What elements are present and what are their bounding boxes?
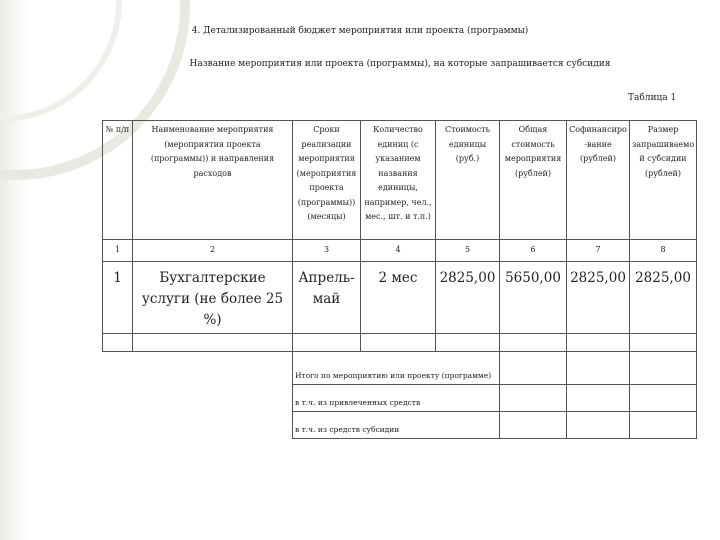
header-quantity: Количество единиц (с указанием названия единицы, например, чел., мес., шт. и т.п.)	[361, 121, 436, 240]
raised-funds-label: в т.ч. из привлеченных средств	[293, 385, 500, 412]
column-number: 3	[293, 240, 361, 262]
row-name: Бухгалтерские услуги (не более 25 %)	[133, 262, 293, 334]
subsidy-funds-label: в т.ч. из средств субсидии	[293, 412, 500, 439]
document-heading: 4. Детализированный бюджет мероприятия или проекта (программы)	[191, 26, 529, 36]
document-subheading: Название мероприятия или проекта (программы), на которые запрашивается субсидия	[189, 59, 611, 69]
column-number-row	[103, 240, 697, 262]
empty-row	[103, 334, 697, 352]
column-number: 4	[361, 240, 436, 262]
decorative-band	[0, 0, 30, 540]
header-total: Общая стоимость мероприятия (рублей)	[500, 121, 567, 240]
row-subsidy: 2825,00	[630, 262, 697, 334]
column-number: 7	[567, 240, 630, 262]
column-number: 6	[500, 240, 567, 262]
column-number: 1	[103, 240, 133, 262]
row-quantity: 2 мес	[361, 262, 436, 334]
total-label: Итого по мероприятию или проекту (программе)	[293, 352, 500, 385]
header-num: № п/п	[103, 121, 133, 240]
row-total: 5650,00	[500, 262, 567, 334]
table-row	[103, 262, 697, 334]
subsidy-funds-row	[103, 412, 697, 439]
row-unit-cost: 2825,00	[436, 262, 500, 334]
column-number: 8	[630, 240, 697, 262]
header-subsidy: Размер запрашиваемо й субсидии (рублей)	[630, 121, 697, 240]
header-unit-cost: Стоимость единицы (руб.)	[436, 121, 500, 240]
header-term: Сроки реализации мероприятия (мероприятия проекта (программы)) (месяцы)	[293, 121, 361, 240]
header-name: Наименование мероприятия (мероприятия проекта (программы)) и направления расходов	[133, 121, 293, 240]
row-cofinancing: 2825,00	[567, 262, 630, 334]
table-number: Таблица 1	[628, 93, 677, 103]
total-row	[103, 352, 697, 385]
row-term: Апрель-май	[293, 262, 361, 334]
budget-table	[102, 120, 697, 439]
header-cofinancing: Софинансиро -вание (рублей)	[567, 121, 630, 240]
raised-funds-row	[103, 385, 697, 412]
table-header-row	[103, 121, 697, 240]
row-num: 1	[103, 262, 133, 334]
column-number: 2	[133, 240, 293, 262]
column-number: 5	[436, 240, 500, 262]
